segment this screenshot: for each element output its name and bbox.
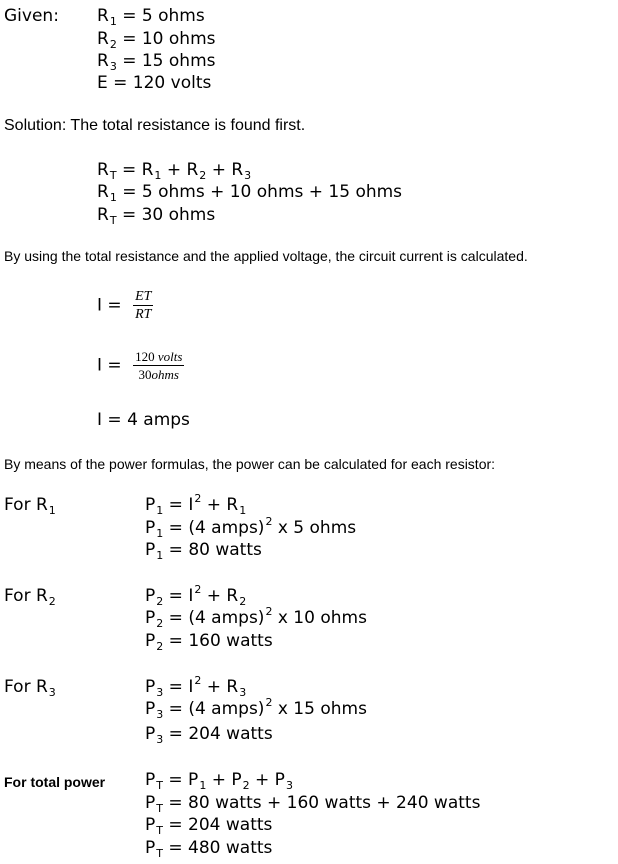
p1-substitution: $P_1 = (4$ amps)$^2$ x 5 ohms [145,515,357,540]
p3-result: $P_3 = 204$ watts [145,724,273,746]
current-result: I = 4 amps [97,410,190,430]
fraction-et-rt: $\frac{ET}{RT}$ [135,289,152,322]
p1-result: $P_1 = 80$ watts [145,540,262,562]
rt-formula: $R_T = R_1 + R_2 + R_3$ [97,160,252,182]
given-r2: $R_2 = 10$ ohms [97,29,216,51]
p2-substitution: $P_2 = (4$ amps)$^2$ x 10 ohms [145,605,367,630]
rt-substitution: $R_1 = 5$ ohms + 10 ohms + 15 ohms [97,182,403,204]
given-label: Given: [4,6,59,26]
p3-formula: $P_3 = I^2 + R_3$ [145,674,247,699]
current-eq1: I = $\frac{ET}{RT}$ [97,289,152,322]
pt-result-2: $P_T = 480$ watts [145,838,273,860]
pt-formula: $P_T = P_1 + P_2 + P_3$ [145,770,293,792]
p2-result: $P_2 = 160$ watts [145,631,273,653]
total-power-label: For total power [4,774,106,790]
given-r1: $R_1 = 5$ ohms [97,6,205,28]
for-r1-label: For $R_1$ [4,495,56,517]
p2-formula: $P_2 = I^2 + R_2$ [145,583,247,608]
solution-intro: Solution: The total resistance is found first. [4,117,306,134]
fraction-volts-ohms: $\frac{\text{120 volts}}{\text{30ohms}}$ [135,349,183,382]
p1-formula: $P_1 = I^2 + R_1$ [145,492,247,517]
current-intro: By using the total resistance and the applied voltage, the circuit current is calculated. [4,248,528,264]
pt-substitution: $P_T = 80$ watts + 160 watts + 240 watts [145,793,481,815]
given-e: E = 120 volts [97,73,212,93]
current-eq2: I = $\frac{\text{120 volts}}{\text{30ohms}}$ [97,349,183,382]
rt-result: $R_T = 30$ ohms [97,205,216,227]
for-r3-label: For $R_3$ [4,677,56,699]
pt-result-1: $P_T = 204$ watts [145,815,273,837]
for-r2-label: For $R_2$ [4,586,56,608]
given-r3: $R_3 = 15$ ohms [97,51,216,73]
power-intro: By means of the power formulas, the power can be calculated for each resistor: [4,456,496,472]
p3-substitution: $P_3 = (4$ amps)$^2$ x 15 ohms [145,696,367,721]
